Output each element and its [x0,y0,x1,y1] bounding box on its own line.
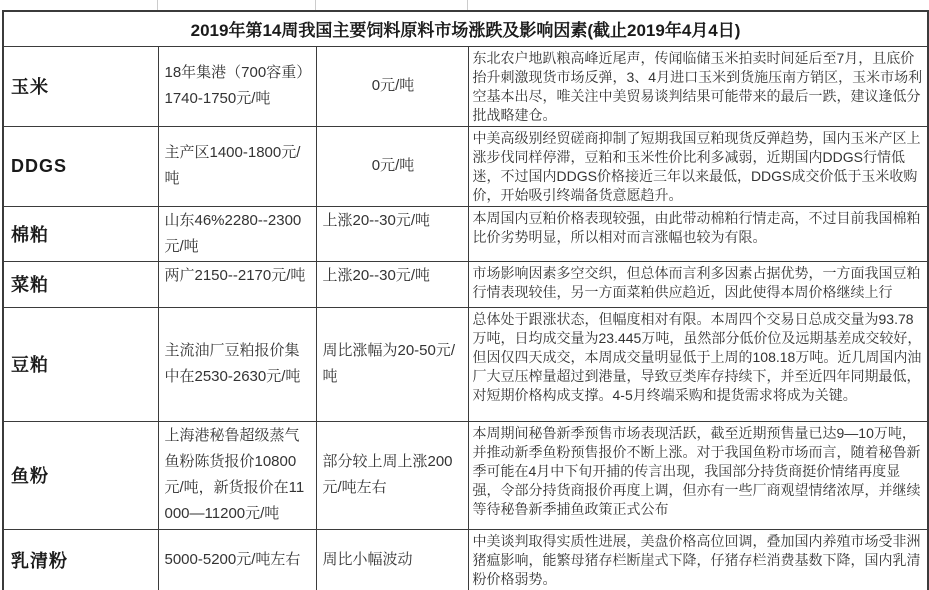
cell-price-range: 两广2150--2170元/吨 [158,261,316,307]
table-row [3,529,928,590]
cell-analysis: 本周国内豆粕价格表现较强，由此带动棉粕行情走高，不过目前我国棉粕比价劣势明显，所以相对而言涨幅也较为有限。 [468,206,928,261]
cell-material-name: 棉粕 [3,206,158,261]
cell-price-range: 主产区1400-1800元/吨 [158,126,316,206]
cell-weekly-change: 周比涨幅为20-50元/吨 [316,307,468,421]
cell-material-name: 豆粕 [3,307,158,421]
table-row [3,126,928,206]
table-row [3,46,928,126]
table-row [3,307,928,421]
cell-analysis: 中美谈判取得实质性进展，美盘价格高位回调，叠加国内养殖市场受非洲猪瘟影响，能繁母猪存栏断崖式下降，仔猪存栏消费基数下降，国内乳清粉价格弱势。 [468,529,928,590]
cell-analysis: 东北农户地趴粮高峰近尾声，传闻临储玉米拍卖时间延后至7月，且底价抬升刺激现货市场反弹，3、4月进口玉米到货施压南方销区，玉米市场利空基本出尽，唯关注中美贸易谈判结果可能带来的最后一跌，建议逢低分批战略建仓。 [468,46,928,126]
cell-price-range: 山东46%2280--2300元/吨 [158,206,316,261]
table-body [3,11,928,590]
cell-weekly-change: 0元/吨 [316,46,468,126]
feed-market-report-table [2,10,929,590]
gridline [157,0,158,10]
cell-material-name: 乳清粉 [3,529,158,590]
table-row [3,206,928,261]
cell-material-name: 玉米 [3,46,158,126]
title-row [3,11,928,46]
cell-analysis: 中美高级别经贸磋商抑制了短期我国豆粕现货反弹趋势，国内玉米产区上涨步伐同样停滞，豆粕和玉米性价比利多减弱，近期国内DDGS行情低迷，不过国内DDGS价格接近三年以来最低，DDGS成交价低于玉米收购价，开始吸引终端备货意愿趋升。 [468,126,928,206]
gridline [315,0,316,10]
cell-weekly-change: 0元/吨 [316,126,468,206]
cell-price-range: 18年集港（700容重）1740-1750元/吨 [158,46,316,126]
cell-material-name: 菜粕 [3,261,158,307]
cell-weekly-change: 上涨20--30元/吨 [316,261,468,307]
cell-price-range: 5000-5200元/吨左右 [158,529,316,590]
cell-weekly-change: 周比小幅波动 [316,529,468,590]
cell-material-name: DDGS [3,126,158,206]
gridline [467,0,468,10]
cell-weekly-change: 部分较上周上涨200元/吨左右 [316,421,468,529]
cell-analysis: 总体处于跟涨状态，但幅度相对有限。本周四个交易日总成交量为93.78万吨，日均成交量为23.445万吨，虽然部分低价位及远期基差成交较好，但因仅四天成交，本周成交量明显低于上周的108.18万吨。近几周国内油厂大豆压榨量超过到港量，导致豆类库存持续下，并至近四年同期最低，对短期价格构成支撑。4-5月终端采购和提货需求将成为关键。 [468,307,928,421]
cell-material-name: 鱼粉 [3,421,158,529]
cell-weekly-change: 上涨20--30元/吨 [316,206,468,261]
page-title: 2019年第14周我国主要饲料原料市场涨跌及影响因素(截止2019年4月4日) [3,11,928,46]
cell-analysis: 本周期间秘鲁新季预售市场表现活跃，截至近期预售量已达9—10万吨，并推动新季鱼粉预售报价不断上涨。对于我国鱼粉市场而言，随着秘鲁新季可能在4月中下旬开捕的传言出现，我国部分持货商挺价情绪再度显强，令部分持货商报价再度上调，但亦有一些厂商观望情绪浓厚，并继续等待秘鲁新季捕鱼政策正式公布 [468,421,928,529]
cell-price-range: 上海港秘鲁超级蒸气鱼粉陈货报价10800元/吨，新货报价在11000—11200元/吨 [158,421,316,529]
cell-analysis: 市场影响因素多空交织，但总体而言利多因素占据优势，一方面我国豆粕行情表现较佳，另一方面菜粕供应趋近，因此使得本周价格继续上行 [468,261,928,307]
table-row [3,421,928,529]
table-row [3,261,928,307]
excel-gridline-strip [2,0,927,10]
cell-price-range: 主流油厂豆粕报价集中在2530-2630元/吨 [158,307,316,421]
